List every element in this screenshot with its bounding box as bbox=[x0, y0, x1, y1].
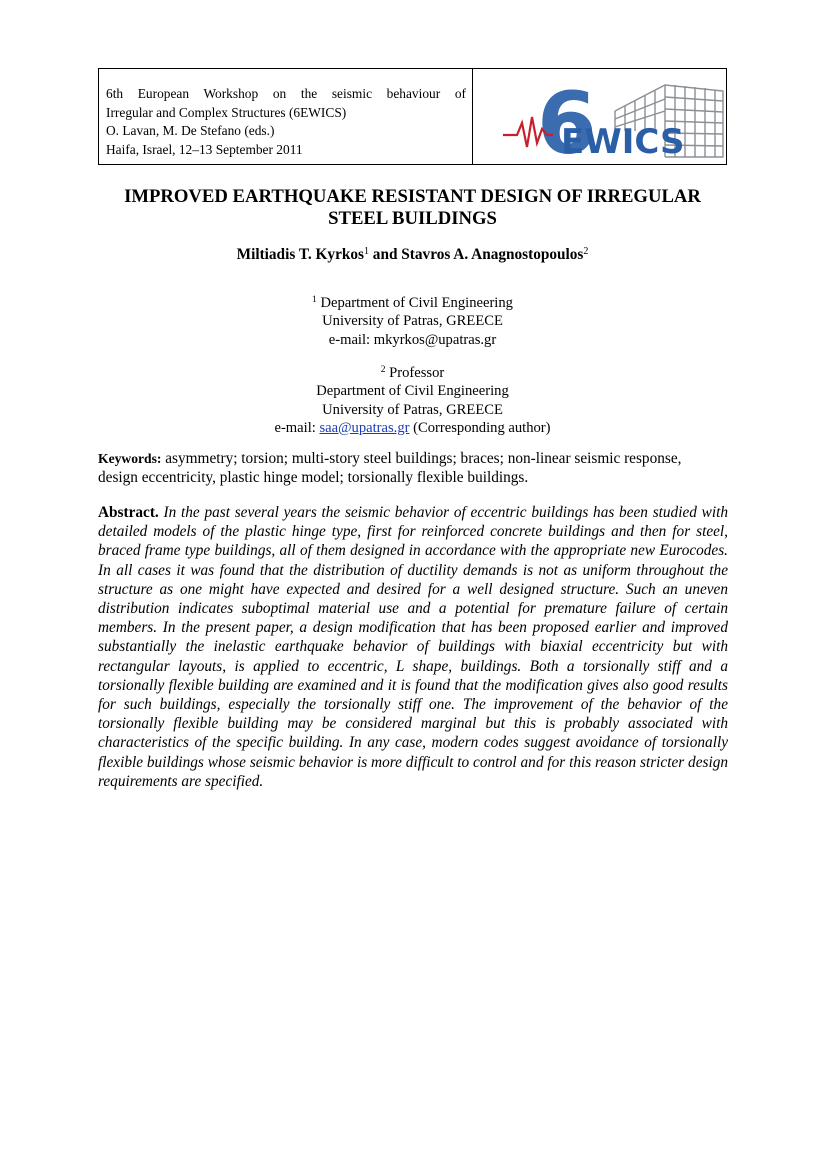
workshop-info bbox=[99, 69, 473, 164]
affiliation-1-email: e-mail: mkyrkos@upatras.gr bbox=[328, 331, 497, 348]
ewics-logo-icon bbox=[495, 71, 725, 163]
title-line-2: STEEL BUILDINGS bbox=[328, 208, 497, 229]
logo-digit: 6 bbox=[537, 74, 597, 163]
abstract-label: Abstract. bbox=[98, 504, 159, 521]
author-2-name: Stavros A. Anagnostopoulos bbox=[401, 246, 584, 263]
title-line-1: IMPROVED EARTHQUAKE RESISTANT DESIGN OF IRREGULAR bbox=[124, 186, 701, 207]
keywords-section bbox=[98, 449, 698, 487]
logo-text: EWICS bbox=[561, 122, 685, 162]
abstract-text: In the past several years the seismic behavior of eccentric buildings has been studied with detailed models of the plastic hinge type, first for reinforced concrete buildings and then for steel, braced frame type buildings, all of them designed in accordance with the appropriate new Eurocodes. In all cases it was found that the distribution of ductility demands is not as uniform throughout the structure as one might have expected and desired for a well designed structure. Such an uneven distribution indicates suboptimal material use and a potential for premature failure of certain members. In the present paper, a design modification that has been proposed earlier and improved substantially the inelastic earthquake behavior of buildings with biaxial eccentricity but with rectangular layouts, is applied to eccentric, L shape, buildings. Both a torsionally stiff and a torsionally flexible building are examined and it is found that the modification gives also good results for such buildings, especially the torsionally stiff one. The improvement of the behavior of the torsionally flexible building may be considered marginal but this is probably associated with characteristics of the specific building. In any case, modern codes suggest avoidance of torsionally flexible buildings whose seismic behavior is more difficult to control and for this reason stricter design requirements are specified. bbox=[98, 504, 728, 790]
affiliation-1 bbox=[98, 291, 727, 349]
workshop-line-2: Irregular and Complex Structures (6EWICS) bbox=[106, 104, 347, 120]
affiliation-2-role: Professor bbox=[385, 365, 445, 381]
affiliation-2-email-suffix: (Corresponding author) bbox=[409, 419, 551, 436]
affiliation-2-univ: University of Patras, GREECE bbox=[322, 401, 503, 418]
workshop-header-box bbox=[98, 68, 727, 165]
author-1-affiliation-mark: 1 bbox=[363, 246, 369, 257]
workshop-location-date: Haifa, Israel, 12–13 September 2011 bbox=[106, 141, 303, 157]
paper-title bbox=[98, 186, 727, 230]
affiliation-2 bbox=[98, 361, 727, 437]
keywords-label: Keywords: bbox=[98, 451, 162, 466]
keywords-text: asymmetry; torsion; multi-story steel buildings; braces; non-linear seismic response, design eccentricity, plastic hinge model; torsionally flexible buildings. bbox=[98, 450, 682, 486]
author-1-name: Miltiadis T. Kyrkos bbox=[236, 246, 364, 263]
affiliation-2-mark: 2 bbox=[380, 365, 386, 375]
author-2-affiliation-mark: 2 bbox=[583, 246, 589, 257]
corresponding-email-link[interactable]: saa@upatras.gr bbox=[319, 419, 410, 436]
author-list bbox=[98, 246, 727, 264]
affiliation-1-univ: University of Patras, GREECE bbox=[322, 313, 503, 330]
author-connector: and bbox=[368, 246, 402, 263]
logo-area bbox=[473, 69, 726, 164]
abstract-section bbox=[98, 503, 728, 791]
workshop-line-1: 6th European Workshop on the seismic behaviour of bbox=[106, 86, 466, 101]
affiliation-1-mark: 1 bbox=[312, 295, 317, 305]
affiliation-2-email-prefix: e-mail: bbox=[274, 419, 320, 436]
affiliation-1-dept: Department of Civil Engineering bbox=[316, 295, 513, 311]
workshop-editors: O. Lavan, M. De Stefano (eds.) bbox=[106, 123, 275, 139]
affiliation-2-dept: Department of Civil Engineering bbox=[316, 383, 509, 400]
